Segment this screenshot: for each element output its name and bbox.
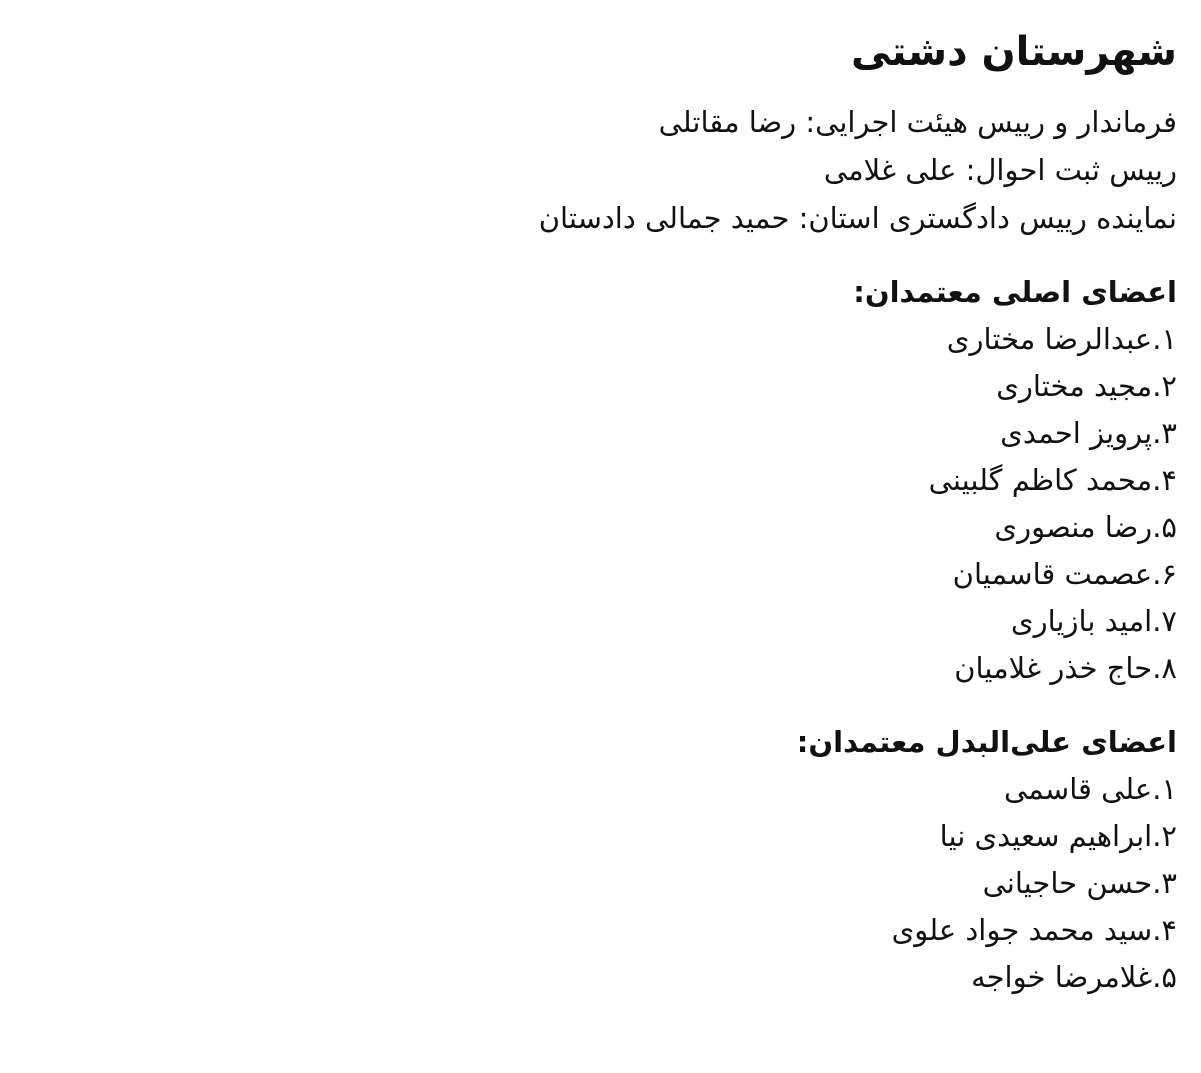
list-item: ۸.حاج خذر غلامیان xyxy=(954,651,1177,685)
list-item: ۳.پرویز احمدی xyxy=(1000,416,1177,450)
official-governor: فرماندار و رییس هیئت اجرایی: رضا مقاتلی xyxy=(658,105,1177,139)
alternate-members-section xyxy=(27,718,1177,1001)
official-judiciary-rep: نماینده رییس دادگستری استان: حمید جمالی دادستان xyxy=(538,201,1177,235)
officials-block xyxy=(27,98,1177,242)
list-item: ۴.سید محمد جواد علوی xyxy=(891,913,1177,947)
list-item: ۴.محمد کاظم گلبینی xyxy=(928,463,1177,497)
main-members-heading: اعضای اصلی معتمدان: xyxy=(853,275,1177,309)
list-item: ۳.حسن حاجیانی xyxy=(982,866,1177,900)
page-title: شهرستان دشتی xyxy=(850,29,1177,75)
main-members-list xyxy=(27,316,1177,692)
list-item: ۱.علی قاسمی xyxy=(1003,772,1177,806)
document-page xyxy=(27,0,1177,1001)
list-item: ۲.مجید مختاری xyxy=(996,369,1177,403)
list-item: ۱.عبدالرضا مختاری xyxy=(946,322,1177,356)
list-item: ۷.امید بازیاری xyxy=(1010,604,1177,638)
list-item: ۵.غلامرضا خواجه xyxy=(971,960,1177,994)
alternate-members-heading: اعضای علی‌البدل معتمدان: xyxy=(796,725,1177,759)
list-item: ۶.عصمت قاسمیان xyxy=(952,557,1177,591)
list-item: ۲.ابراهیم سعیدی نیا xyxy=(939,819,1177,853)
official-registry-head: رییس ثبت احوال: علی غلامی xyxy=(823,153,1177,187)
main-members-section xyxy=(27,268,1177,692)
alternate-members-list xyxy=(27,766,1177,1001)
list-item: ۵.رضا منصوری xyxy=(994,510,1177,544)
